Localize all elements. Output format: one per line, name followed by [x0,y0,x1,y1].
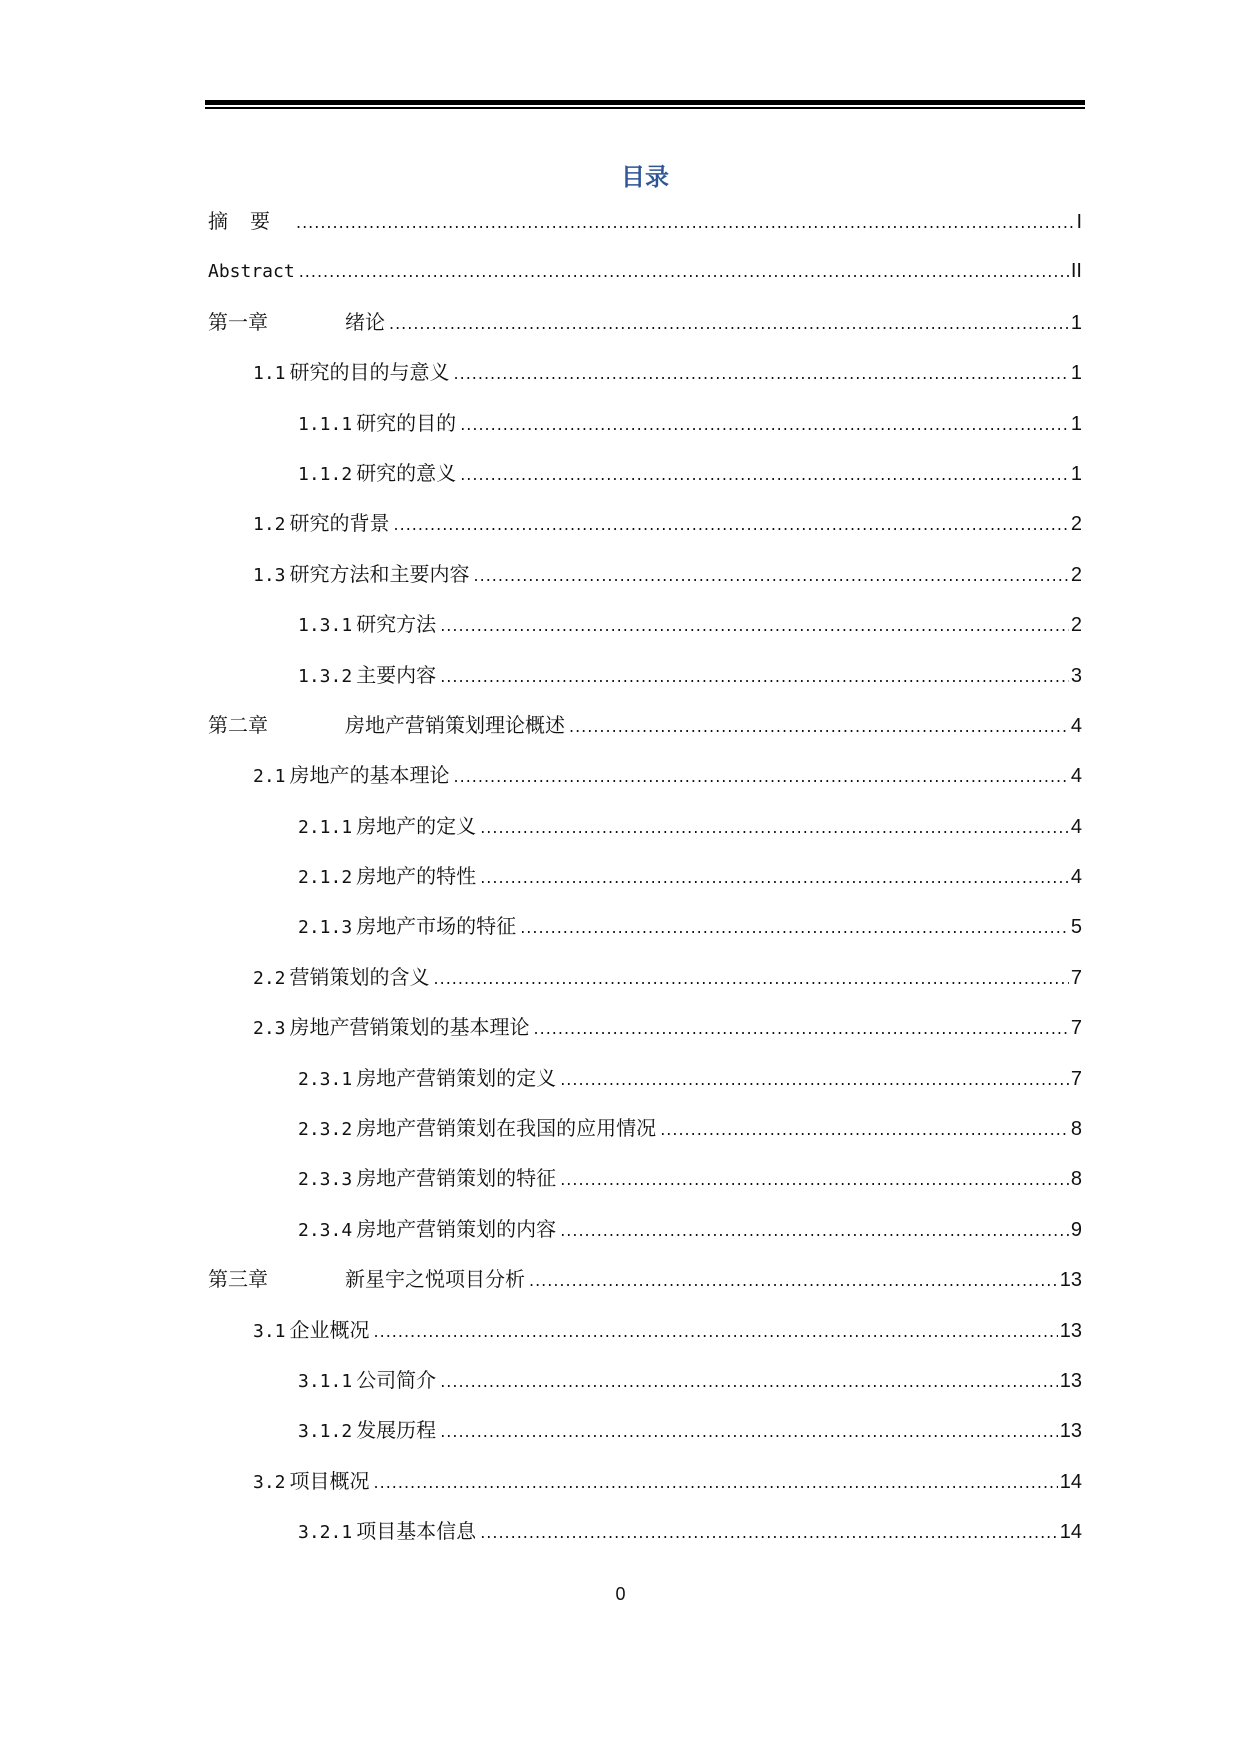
toc-entry-page: 13 [1059,1420,1082,1443]
toc-leader-dots [389,301,1069,347]
toc-entry[interactable] [208,299,1082,349]
toc-leader-dots [440,1359,1058,1405]
toc-leader-dots [454,754,1069,800]
toc-entry-label: 房地产营销策划理论概述 [345,712,565,737]
toc-entry-page: 7 [1070,1017,1082,1040]
toc-entry-page: 1 [1070,362,1082,385]
toc-entry-number: 1.3 [253,564,286,586]
toc-entry-label: Abstract [208,261,295,283]
toc-entry-page: 8 [1070,1168,1082,1191]
toc-entry-label: 研究的背景 [289,511,390,536]
toc-entry[interactable] [208,1055,1082,1105]
toc-entry-page: 4 [1070,714,1082,737]
toc-entry-number: 2.1 [253,766,286,788]
toc-leader-dots [520,905,1069,951]
toc-entry[interactable] [208,1357,1082,1407]
toc-entry[interactable] [208,1206,1082,1256]
toc-entry[interactable] [208,400,1082,450]
toc-entry-number: 3.1 [253,1320,286,1342]
toc-entry-number: 3.2.1 [298,1522,353,1544]
toc-entry-page: 3 [1070,664,1082,687]
toc-entry-page: 14 [1059,1470,1082,1493]
toc-leader-dots [569,704,1069,750]
toc-entry-number: 1.1.1 [298,413,353,435]
toc-entry-page: 2 [1070,513,1082,536]
toc-entry-label: 房地产的基本理论 [289,763,450,788]
toc-leader-dots [374,1460,1058,1506]
toc-leader-dots [480,805,1069,851]
toc-leader-dots [480,855,1069,901]
toc-entry-number: 2.3.2 [298,1119,353,1141]
header-rule-thick [205,100,1085,105]
toc-entry-label: 研究方法 [356,612,437,637]
toc-entry-label: 房地产营销策划在我国的应用情况 [356,1116,657,1141]
toc-entry-label: 项目概况 [289,1468,370,1493]
toc-entry-number: 2.2 [253,967,286,989]
toc-leader-dots [299,249,1069,295]
toc-entry-label: 房地产的特性 [356,864,477,889]
toc-entry[interactable] [208,702,1082,752]
toc-entry[interactable] [208,1508,1082,1558]
toc-entry[interactable] [208,551,1082,601]
toc-leader-dots [474,553,1069,599]
toc-leader-dots [454,351,1069,397]
toc-entry-label: 主要内容 [356,662,437,687]
toc-entry-number: 3.1.2 [298,1421,353,1443]
toc-leader-dots [560,1057,1069,1103]
toc-entry-label: 房地产营销策划的内容 [356,1216,557,1241]
toc-leader-dots [534,1006,1069,1052]
toc-entry-label: 项目基本信息 [356,1519,477,1544]
toc-title: 目录 [621,162,669,191]
toc-entry-number: 1.3.1 [298,615,353,637]
toc-entry[interactable] [208,1004,1082,1054]
toc-entry-page: 1 [1070,412,1082,435]
toc-entry-number: 2.3.4 [298,1219,353,1241]
page-number: 0 [615,1584,626,1604]
toc-entry[interactable] [208,1256,1082,1306]
toc-entry-label: 研究的意义 [356,460,457,485]
toc-entry[interactable] [208,803,1082,853]
toc-entry-number: 3.1.1 [298,1370,353,1392]
toc-leader-dots [296,200,1074,246]
toc-leader-dots [440,1409,1058,1455]
toc-leader-dots [560,1208,1069,1254]
toc-entry-label: 研究的目的 [356,410,457,435]
toc-entry[interactable] [208,853,1082,903]
toc-entry[interactable] [208,1407,1082,1457]
toc-entry[interactable] [208,500,1082,550]
toc-entry-number: 第一章 [208,309,268,334]
toc-entry-label: 公司简介 [356,1367,437,1392]
toc-entry[interactable] [208,198,1082,248]
toc-entry[interactable] [208,954,1082,1004]
toc-entry-page: 4 [1070,765,1082,788]
toc-entry-number: 2.1.2 [298,867,353,889]
toc-entry-page: 1 [1070,462,1082,485]
toc-leader-dots [460,452,1069,498]
toc-entry[interactable] [208,1458,1082,1508]
toc-entry-label: 研究方法和主要内容 [289,561,470,586]
toc-entry[interactable] [208,903,1082,953]
toc-entry[interactable] [208,752,1082,802]
toc-entry-label: 房地产营销策划的基本理论 [289,1015,530,1040]
toc-entry-number: 第三章 [208,1267,268,1292]
toc-entry-label: 新星宇之悦项目分析 [345,1267,525,1292]
header-rule-thin [205,107,1085,109]
toc-entry-label: 企业概况 [289,1317,370,1342]
toc-entry-label: 摘要 [208,209,292,233]
toc-leader-dots [440,603,1069,649]
toc-entry[interactable] [208,1155,1082,1205]
toc-entry-number: 1.2 [253,514,286,536]
toc-entry[interactable] [208,1307,1082,1357]
toc-leader-dots [560,1157,1069,1203]
toc-entry-page: 1 [1070,311,1082,334]
toc-entry-number: 2.1.1 [298,816,353,838]
toc-entry[interactable] [208,1105,1082,1155]
toc-entry-number: 2.3.3 [298,1169,353,1191]
toc-leader-dots [480,1510,1058,1556]
toc-entry-label: 营销策划的含义 [289,964,430,989]
toc-entry[interactable] [208,450,1082,500]
toc-entry-number: 1.1.2 [298,463,353,485]
toc-entry-page: 2 [1070,563,1082,586]
toc-entry-page: 7 [1070,1067,1082,1090]
toc-entry-label: 房地产营销策划的特征 [356,1166,557,1191]
toc-entry-number: 1.3.2 [298,665,353,687]
toc-entry-number: 第二章 [208,712,268,737]
toc-entry-number: 2.1.3 [298,917,353,939]
toc-leader-dots [374,1309,1058,1355]
toc-entry-page: 14 [1059,1521,1082,1544]
toc-entry-page: 9 [1070,1218,1082,1241]
toc-entry-page: 2 [1070,614,1082,637]
toc-leader-dots [460,402,1069,448]
toc-entry-page: 13 [1059,1319,1082,1342]
toc-entry[interactable] [208,601,1082,651]
toc-entry-page: 13 [1059,1369,1082,1392]
toc-entry-label: 房地产市场的特征 [356,914,517,939]
toc-entry-label: 房地产营销策划的定义 [356,1065,557,1090]
toc-entry[interactable] [208,248,1082,298]
toc-leader-dots [660,1107,1069,1153]
toc-entry[interactable] [208,652,1082,702]
toc-entry-number: 2.3 [253,1018,286,1040]
toc-entry-page: I [1076,211,1082,233]
toc-entry-page: 4 [1070,815,1082,838]
toc-leader-dots [394,502,1069,548]
toc-leader-dots [529,1258,1058,1304]
toc-entry-number: 2.3.1 [298,1068,353,1090]
toc-entry-page: 8 [1070,1118,1082,1141]
toc-entry-page: 13 [1059,1269,1082,1292]
toc-entry-label: 房地产的定义 [356,813,477,838]
toc-entry-page: 4 [1070,866,1082,889]
toc-entry-page: 7 [1070,966,1082,989]
toc-entry[interactable] [208,349,1082,399]
toc-entry-label: 绪论 [345,309,385,334]
toc-entry-label: 研究的目的与意义 [289,360,450,385]
toc-entry-page: II [1070,260,1082,283]
toc-list [208,198,1082,1559]
toc-leader-dots [440,654,1069,700]
toc-entry-number: 1.1 [253,363,286,385]
toc-entry-number: 3.2 [253,1471,286,1493]
toc-leader-dots [434,956,1069,1002]
toc-entry-page: 5 [1070,916,1082,939]
toc-entry-label: 发展历程 [356,1418,437,1443]
